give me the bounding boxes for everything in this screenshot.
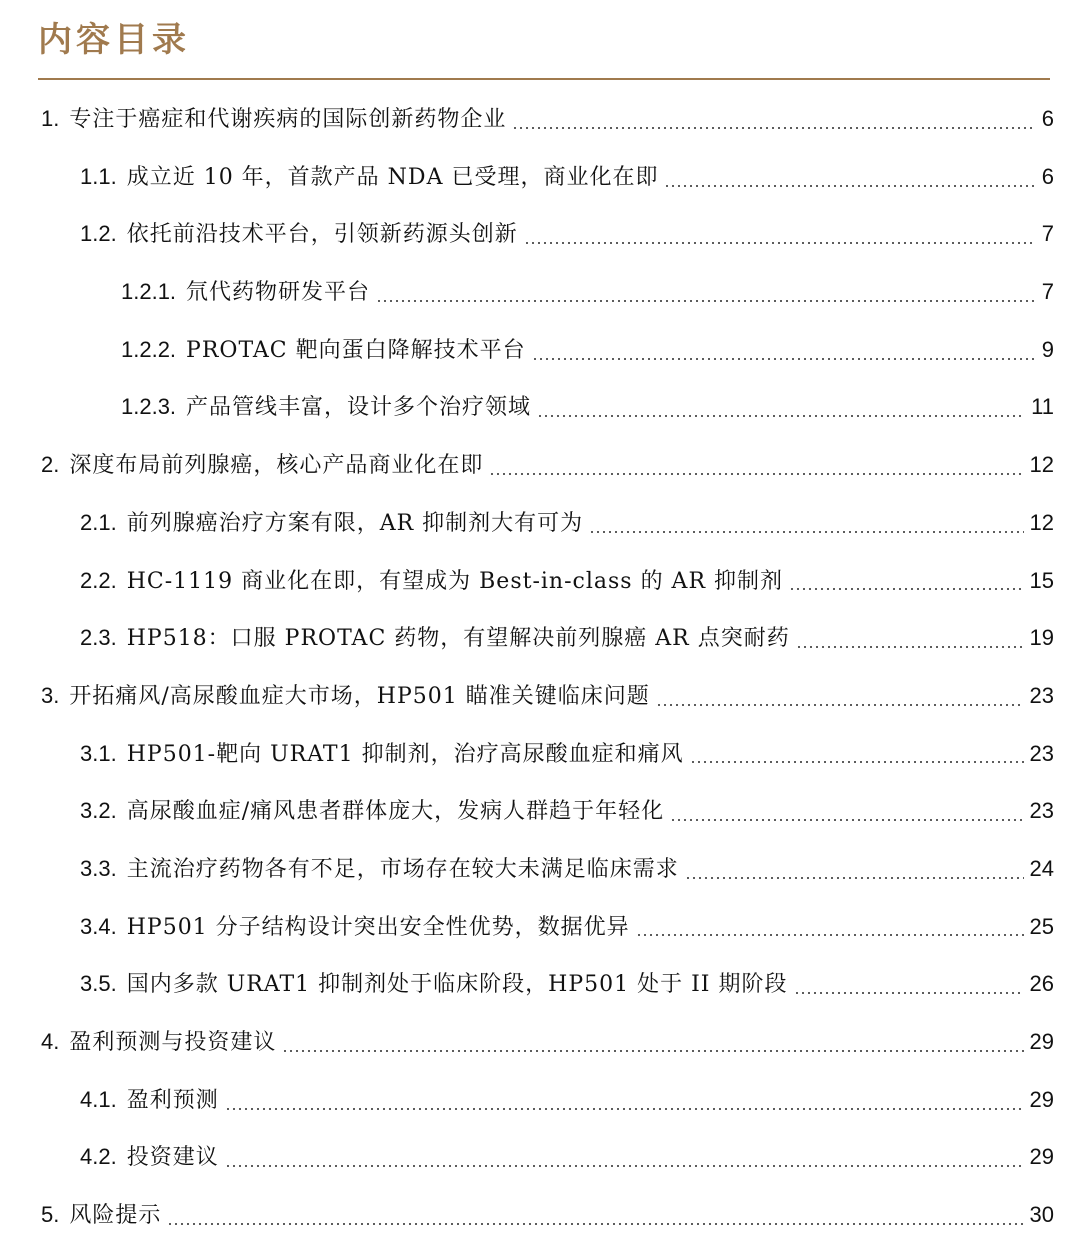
- toc-entry[interactable]: [0, 494, 1080, 552]
- toc-leader-dots: [690, 761, 1024, 763]
- page-title: 内容目录: [38, 20, 190, 60]
- toc-entry-title: 专注于癌症和代谢疾病的国际创新药物企业: [69, 107, 507, 132]
- toc-entry-number: 1.2.: [80, 221, 117, 247]
- toc-leader-dots: [167, 1223, 1023, 1225]
- toc-entry-number: 1.1.: [80, 163, 117, 189]
- toc-entry-page: 7: [1041, 221, 1054, 247]
- toc-entry-title: HP501 分子结构设计突出安全性优势，数据优异: [126, 914, 630, 940]
- toc-entry-title: HP501-靶向 URAT1 抑制剂，治疗高尿酸血症和痛风: [126, 741, 684, 767]
- toc-entry[interactable]: [0, 667, 1080, 725]
- toc-entry-title: PROTAC 靶向蛋白降解技术平台: [186, 337, 526, 363]
- toc-entry-page: 11: [1031, 394, 1054, 420]
- toc-leader-dots: [225, 1165, 1024, 1167]
- toc-leader-dots: [685, 877, 1024, 879]
- toc-entry[interactable]: [0, 321, 1080, 379]
- toc-entry-title: 高尿酸血症/痛风患者群体庞大，发病人群趋于年轻化: [126, 799, 665, 825]
- toc-entry[interactable]: [0, 955, 1080, 1013]
- toc-entry-page: 29: [1029, 1029, 1054, 1054]
- toc-entry-page: 23: [1029, 740, 1054, 766]
- toc-entry[interactable]: [0, 205, 1080, 263]
- toc-leader-dots: [532, 358, 1036, 360]
- toc-entry-number: 3.3.: [80, 855, 117, 881]
- toc-entry-number: 4.: [41, 1029, 60, 1054]
- toc-entry-number: 3.2.: [80, 798, 117, 824]
- toc-leader-dots: [225, 1108, 1024, 1110]
- toc-entry-title: 依托前沿技术平台，引领新药源头创新: [126, 222, 518, 248]
- toc-leader-dots: [376, 300, 1036, 302]
- toc-leader-dots: [512, 127, 1035, 129]
- toc-entry-title: 氘代药物研发平台: [186, 280, 371, 306]
- toc-entry-page: 6: [1041, 106, 1054, 131]
- toc-leader-dots: [670, 819, 1023, 821]
- toc-entry-number: 4.1.: [80, 1086, 117, 1112]
- toc-entry-page: 26: [1029, 971, 1054, 997]
- toc-entry-page: 19: [1029, 625, 1054, 651]
- toc-entry-page: 12: [1029, 452, 1054, 478]
- toc-entry[interactable]: [0, 1128, 1080, 1186]
- toc-entry-title: 开拓痛风/高尿酸血症大市场，HP501 瞄准关键临床问题: [69, 683, 650, 709]
- toc-entry[interactable]: [0, 898, 1080, 956]
- toc-entry-page: 25: [1029, 913, 1054, 939]
- toc-entry[interactable]: [0, 1013, 1080, 1071]
- toc-entry-title: HC-1119 商业化在即，有望成为 Best-in-class 的 AR 抑制剂: [126, 568, 784, 594]
- toc-entry[interactable]: [0, 1186, 1080, 1244]
- toc-leader-dots: [589, 531, 1023, 533]
- toc-entry[interactable]: [0, 436, 1080, 494]
- toc-entry-title: HP518：口服 PROTAC 药物，有望解决前列腺癌 AR 点突耐药: [126, 626, 790, 652]
- toc-leader-dots: [796, 646, 1024, 648]
- toc-entry-number: 1.2.2.: [121, 336, 177, 362]
- table-of-contents: [0, 90, 1080, 1244]
- toc-entry-page: 23: [1029, 682, 1054, 708]
- toc-entry-title: 投资建议: [126, 1145, 219, 1171]
- toc-entry-number: 3.4.: [80, 913, 117, 939]
- toc-leader-dots: [794, 992, 1024, 994]
- toc-entry[interactable]: [0, 263, 1080, 321]
- toc-leader-dots: [282, 1050, 1023, 1052]
- toc-entry[interactable]: [0, 552, 1080, 610]
- toc-entry-number: 5.: [41, 1202, 60, 1228]
- toc-entry-page: 15: [1029, 567, 1054, 593]
- toc-leader-dots: [524, 242, 1036, 244]
- toc-entry-number: 2.2.: [80, 567, 117, 593]
- toc-entry-number: 3.5.: [80, 971, 117, 997]
- toc-entry[interactable]: [0, 1071, 1080, 1129]
- title-divider: [38, 78, 1050, 80]
- toc-entry-page: 6: [1041, 163, 1054, 189]
- toc-leader-dots: [656, 704, 1024, 706]
- toc-entry[interactable]: [0, 609, 1080, 667]
- toc-entry-title: 成立近 10 年，首款产品 NDA 已受理，商业化在即: [126, 164, 659, 190]
- toc-entry-title: 深度布局前列腺癌，核心产品商业化在即: [69, 453, 484, 479]
- toc-entry-number: 2.: [41, 452, 60, 478]
- toc-entry-number: 3.: [41, 682, 60, 708]
- toc-entry-title: 盈利预测: [126, 1087, 219, 1113]
- toc-entry-number: 1.2.3.: [121, 394, 177, 420]
- toc-leader-dots: [636, 934, 1024, 936]
- toc-entry[interactable]: [0, 378, 1080, 436]
- toc-entry-number: 2.3.: [80, 625, 117, 651]
- toc-entry[interactable]: [0, 725, 1080, 783]
- toc-entry-page: 30: [1029, 1202, 1054, 1228]
- toc-entry-page: 29: [1029, 1144, 1054, 1170]
- toc-entry-page: 23: [1029, 798, 1054, 824]
- toc-entry[interactable]: [0, 782, 1080, 840]
- toc-entry-number: 2.1.: [80, 509, 117, 535]
- toc-leader-dots: [537, 415, 1025, 417]
- toc-entry-page: 9: [1041, 336, 1054, 362]
- toc-entry-page: 12: [1029, 509, 1054, 535]
- toc-entry[interactable]: [0, 90, 1080, 148]
- toc-entry-page: 29: [1029, 1086, 1054, 1112]
- toc-entry-title: 国内多款 URAT1 抑制剂处于临床阶段，HP501 处于 II 期阶段: [126, 972, 788, 998]
- toc-entry-title: 产品管线丰富，设计多个治疗领域: [186, 395, 532, 421]
- toc-entry-number: 1.2.1.: [121, 279, 177, 305]
- toc-entry-page: 24: [1029, 855, 1054, 881]
- toc-entry-title: 盈利预测与投资建议: [69, 1030, 277, 1055]
- toc-entry-number: 4.2.: [80, 1144, 117, 1170]
- toc-entry-title: 风险提示: [69, 1203, 162, 1229]
- toc-leader-dots: [489, 473, 1023, 475]
- toc-entry-title: 主流治疗药物各有不足，市场存在较大未满足临床需求: [126, 856, 679, 882]
- toc-leader-dots: [664, 185, 1035, 187]
- toc-entry-title: 前列腺癌治疗方案有限，AR 抑制剂大有可为: [126, 510, 584, 536]
- toc-entry[interactable]: [0, 840, 1080, 898]
- toc-entry[interactable]: [0, 148, 1080, 206]
- toc-entry-number: 1.: [41, 106, 60, 131]
- toc-entry-number: 3.1.: [80, 740, 117, 766]
- toc-entry-page: 7: [1041, 279, 1054, 305]
- toc-leader-dots: [789, 588, 1024, 590]
